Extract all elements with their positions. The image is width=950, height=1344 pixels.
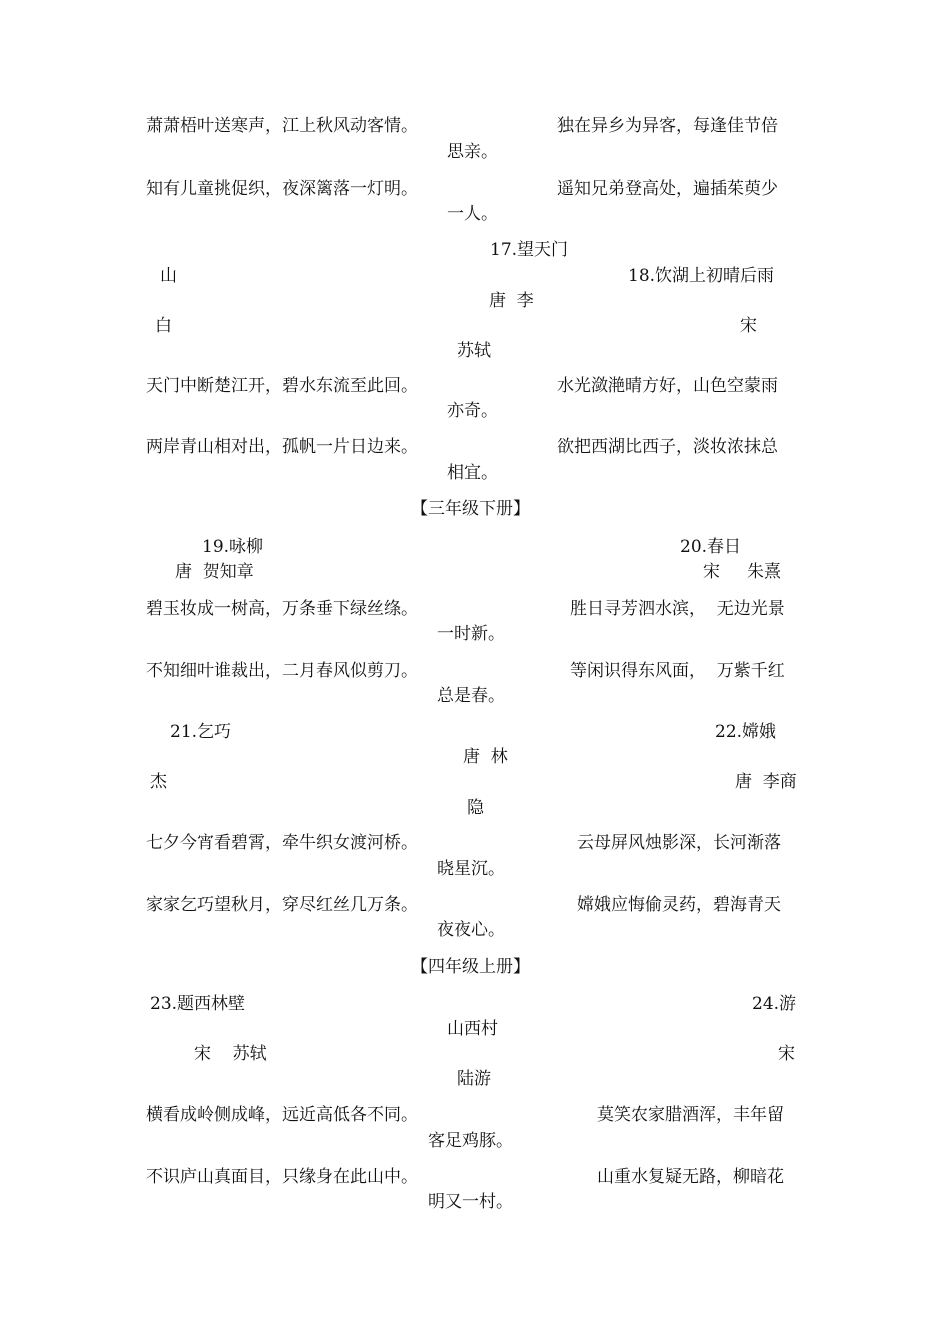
poem-line-wrap: 客足鸡豚。 — [428, 1131, 513, 1151]
poem-title: 18.饮湖上初晴后雨 — [628, 266, 775, 286]
poem-title: 22.嫦娥 — [715, 722, 777, 742]
poem-author: 唐 李 — [489, 291, 534, 311]
poem-title-fragment: 24.游 — [752, 994, 797, 1014]
poem-author: 唐 李商 — [735, 772, 797, 792]
poem-title: 23.题西林壁 — [150, 994, 246, 1014]
poem-author: 宋 苏轼 — [194, 1044, 267, 1064]
poem-line: 水光潋滟晴方好，山色空蒙雨 — [557, 376, 778, 396]
poem-line-wrap: 夜夜心。 — [437, 920, 505, 940]
poem-author-fragment: 陆游 — [457, 1069, 491, 1089]
poem-line: 遥知兄弟登高处，遍插茱萸少 — [557, 179, 778, 199]
poem-line: 云母屏风烛影深，长河渐落 — [577, 833, 781, 853]
poem-title-fragment: 山 — [160, 266, 177, 286]
poem-author: 唐 林 — [463, 747, 508, 767]
poem-title: 20.春日 — [680, 537, 742, 557]
poem-line: 横看成岭侧成峰，远近高低各不同。 — [146, 1105, 418, 1125]
poem-title: 21.乞巧 — [170, 722, 232, 742]
poem-author-fragment: 杰 — [150, 772, 167, 792]
poem-line-wrap: 思亲。 — [447, 142, 498, 162]
poem-title: 19.咏柳 — [202, 537, 264, 557]
poem-line-wrap: 一时新。 — [437, 624, 505, 644]
section-heading: 【四年级上册】 — [411, 957, 530, 977]
poem-title: 17.望天门 — [490, 240, 569, 260]
poem-line: 莫笑农家腊酒浑，丰年留 — [597, 1105, 784, 1125]
poem-line: 嫦娥应悔偷灵药，碧海青天 — [577, 895, 781, 915]
poem-author-fragment: 隐 — [467, 798, 484, 818]
section-heading: 【三年级下册】 — [411, 499, 530, 519]
poem-line: 碧玉妆成一树高，万条垂下绿丝绦。 — [146, 599, 418, 619]
poem-line: 独在异乡为异客，每逢佳节倍 — [557, 116, 778, 136]
poem-line-wrap: 相宜。 — [447, 463, 498, 483]
poem-line: 不知细叶谁裁出，二月春风似剪刀。 — [146, 661, 418, 681]
poem-author-fragment: 苏轼 — [457, 341, 491, 361]
poem-line-wrap: 晓星沉。 — [437, 859, 505, 879]
poem-line: 欲把西湖比西子，淡妆浓抹总 — [557, 437, 778, 457]
poem-line: 两岸青山相对出，孤帆一片日边来。 — [146, 437, 418, 457]
poem-title-fragment: 山西村 — [447, 1019, 498, 1039]
poem-line: 胜日寻芳泗水滨， 无边光景 — [570, 599, 785, 619]
poem-line-wrap: 一人。 — [447, 204, 498, 224]
poem-line: 家家乞巧望秋月，穿尽红丝几万条。 — [146, 895, 418, 915]
poem-line: 天门中断楚江开，碧水东流至此回。 — [146, 376, 418, 396]
poem-line-wrap: 明又一村。 — [428, 1192, 513, 1212]
poem-author-fragment: 宋 — [778, 1044, 795, 1064]
poem-author: 宋 朱熹 — [703, 562, 782, 582]
poem-line-wrap: 亦奇。 — [447, 401, 498, 421]
poem-line: 知有儿童挑促织，夜深篱落一灯明。 — [146, 179, 418, 199]
poem-line: 萧萧梧叶送寒声，江上秋风动客情。 — [146, 116, 418, 136]
poem-line-wrap: 总是春。 — [437, 686, 505, 706]
poem-line: 不识庐山真面目，只缘身在此山中。 — [146, 1167, 418, 1187]
poem-author: 宋 — [740, 316, 757, 336]
poem-line: 山重水复疑无路，柳暗花 — [597, 1167, 784, 1187]
poem-author: 唐 贺知章 — [175, 562, 254, 582]
poem-author-fragment: 白 — [155, 316, 172, 336]
poem-line: 等闲识得东风面， 万紫千红 — [570, 661, 785, 681]
poem-line: 七夕今宵看碧霄，牵牛织女渡河桥。 — [146, 833, 418, 853]
